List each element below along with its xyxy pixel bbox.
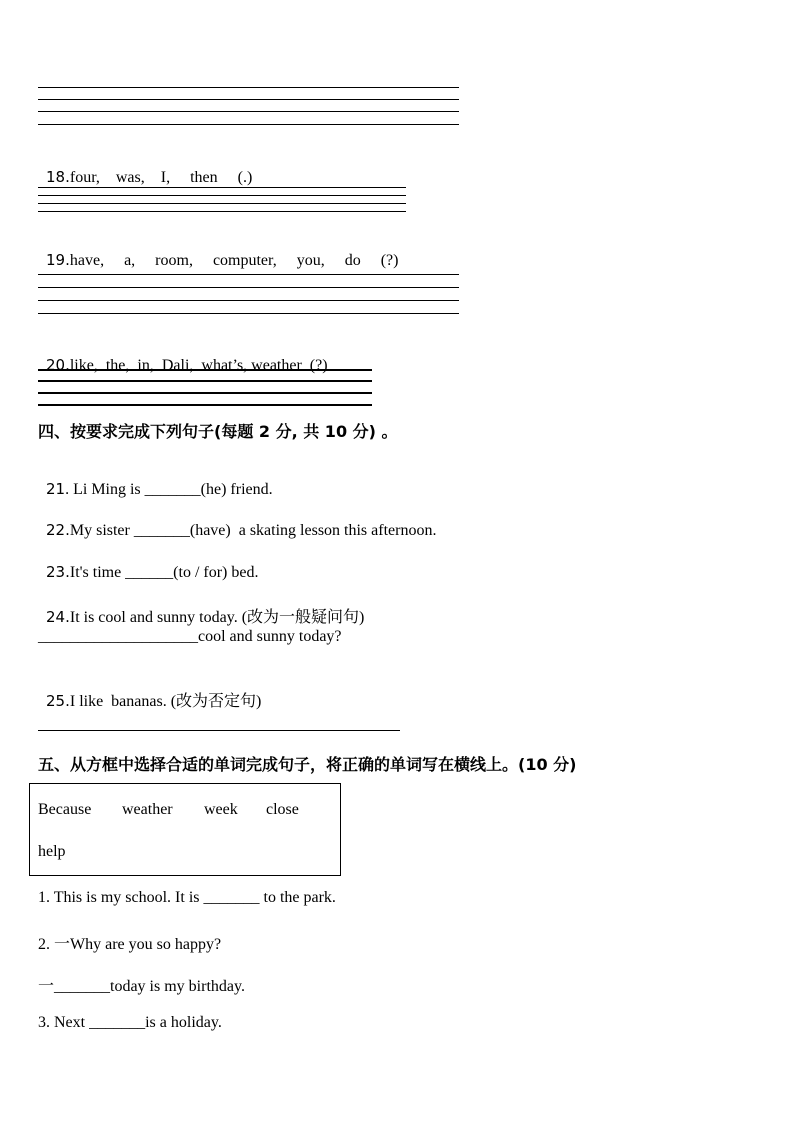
answer-line xyxy=(38,274,459,275)
word-box xyxy=(29,783,341,876)
question-text: have, a, room, computer, you, do (?) xyxy=(69,252,399,269)
word-option: weather xyxy=(122,801,173,818)
word-option: close xyxy=(266,801,299,818)
question-24 xyxy=(38,586,364,627)
question-25 xyxy=(38,670,261,711)
answer-line xyxy=(38,404,372,406)
answer-line xyxy=(38,124,459,125)
answer-line xyxy=(38,187,406,188)
question-text: I like bananas. (改为否定句) xyxy=(69,693,262,710)
question-text: It's time ______(to / for) bed. xyxy=(69,564,259,581)
answer-line xyxy=(38,87,459,88)
question-number: 18. xyxy=(46,168,70,186)
question-text: . Li Ming is _______(he) friend. xyxy=(65,481,273,498)
question-number: 25. xyxy=(46,692,70,710)
answer-line xyxy=(38,195,406,196)
word-option: week xyxy=(204,801,238,818)
sentence-2-reply: 一_______today is my birthday. xyxy=(38,978,245,995)
answer-line xyxy=(38,313,459,314)
question-number: 24. xyxy=(46,608,70,626)
answer-line xyxy=(38,111,459,112)
question-number: 23. xyxy=(46,563,70,581)
answer-line xyxy=(38,392,372,394)
answer-line xyxy=(38,203,406,204)
sentence-2: 2. 一Why are you so happy? xyxy=(38,936,222,953)
question-24-answer: ____________________cool and sunny today? xyxy=(38,628,342,645)
answer-line xyxy=(38,369,372,371)
question-text: It is cool and sunny today. (改为一般疑问句) xyxy=(69,609,365,626)
answer-line xyxy=(38,380,372,382)
question-number: 20. xyxy=(46,356,70,374)
section-4-heading: 四、按要求完成下列句子(每题 2 分, 共 10 分) 。 xyxy=(38,422,398,441)
answer-line xyxy=(38,99,459,100)
question-text: like, the, in, Dali, what’s, weather (?) xyxy=(69,357,328,374)
question-text: My sister _______(have) a skating lesson this afternoon. xyxy=(69,522,437,539)
question-23 xyxy=(38,545,258,582)
question-21 xyxy=(38,462,273,499)
answer-line xyxy=(38,730,400,731)
question-number: 21 xyxy=(46,480,66,498)
question-text: four, was, I, then (.) xyxy=(69,169,253,186)
sentence-1: 1. This is my school. It is _______ to the park. xyxy=(38,889,336,906)
question-22 xyxy=(38,503,436,540)
question-18 xyxy=(38,150,252,187)
answer-line xyxy=(38,300,459,301)
answer-line xyxy=(38,287,459,288)
answer-line xyxy=(38,211,406,212)
word-option: help xyxy=(38,843,66,860)
sentence-3: 3. Next _______is a holiday. xyxy=(38,1014,222,1031)
section-5-heading: 五、从方框中选择合适的单词完成句子，将正确的单词写在横线上。(10 分) xyxy=(38,755,577,774)
word-option: Because xyxy=(38,801,92,818)
question-19 xyxy=(38,233,398,270)
question-number: 22. xyxy=(46,521,70,539)
question-number: 19. xyxy=(46,251,70,269)
